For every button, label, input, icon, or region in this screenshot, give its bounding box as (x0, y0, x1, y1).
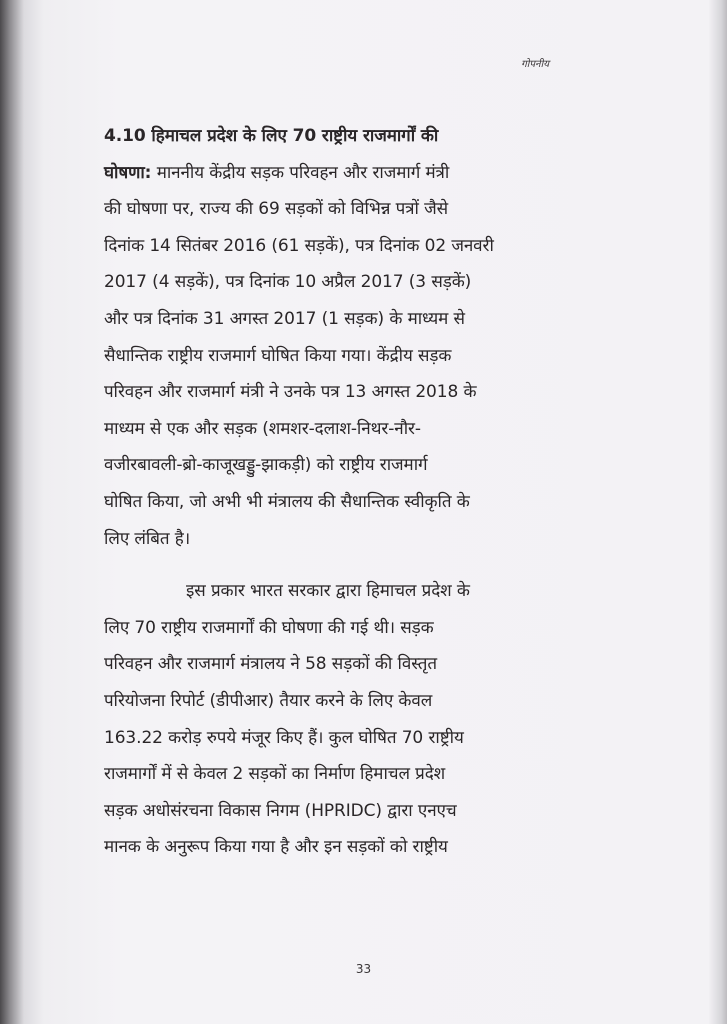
heading-tail: घोषणा: (104, 162, 152, 183)
text-line: सड़क अधोसंरचना विकास निगम (HPRIDC) द्वारा एनएच (104, 800, 457, 821)
text-line: की घोषणा पर, राज्य की 69 सड़कों को विभिन्न पत्रों जैसे (104, 199, 449, 220)
text-line (104, 155, 564, 192)
text-line: सैधान्तिक राष्ट्रीय राजमार्ग घोषित किया गया। केंद्रीय सड़क (104, 345, 452, 366)
text-line: 163.22 करोड़ रुपये मंजूर किए हैं। कुल घोषित 70 राष्ट्रीय (104, 727, 464, 748)
body-text (104, 118, 564, 866)
text-line: लिए 70 राष्ट्रीय राजमार्गों की घोषणा की गई थी। सड़क (104, 617, 434, 638)
text-line: इस प्रकार भारत सरकार द्वारा हिमाचल प्रदेश के (186, 581, 470, 602)
text-line: लिए लंबित है। (104, 528, 191, 549)
line-text: माननीय केंद्रीय सड़क परिवहन और राजमार्ग मंत्री (156, 162, 450, 183)
text-line: घोषित किया, जो अभी भी मंत्रालय की सैधान्तिक स्वीकृति के (104, 491, 470, 512)
text-line: दिनांक 14 सितंबर 2016 (61 सड़कें), पत्र दिनांक 02 जनवरी (104, 235, 494, 256)
text-line: परियोजना रिपोर्ट (डीपीआर) तैयार करने के लिए केवल (104, 690, 433, 711)
text-line: परिवहन और राजमार्ग मंत्री ने उनके पत्र 13 अगस्त 2018 के (104, 382, 477, 403)
text-line: परिवहन और राजमार्ग मंत्रालय ने 58 सड़कों की विस्तृत (104, 654, 437, 675)
text-line: 2017 (4 सड़कें), पत्र दिनांक 10 अप्रैल 2017 (3 सड़कें) (104, 272, 472, 293)
text-line: माध्यम से एक और सड़क (शमशर-दलाश-निथर-नौर- (104, 418, 421, 439)
page-number: 33 (355, 962, 372, 976)
page-right-edge (709, 0, 727, 1024)
text-line: मानक के अनुरूप किया गया है और इन सड़कों को राष्ट्रीय (104, 837, 448, 858)
text-line: और पत्र दिनांक 31 अगस्त 2017 (1 सड़क) के माध्यम से (104, 308, 465, 329)
text-line: राजमार्गों में से केवल 2 सड़कों का निर्माण हिमाचल प्रदेश (104, 764, 446, 785)
section-heading: 4.10 हिमाचल प्रदेश के लिए 70 राष्ट्रीय राजमार्गों की (104, 126, 439, 146)
paragraph-gap (104, 557, 564, 573)
confidential-mark: गोपनीय (521, 59, 549, 70)
text-line: वजीरबावली-ब्रो-काजूखड्डु-झाकड़ी) को राष्ट्रीय राजमार्ग (104, 455, 428, 476)
